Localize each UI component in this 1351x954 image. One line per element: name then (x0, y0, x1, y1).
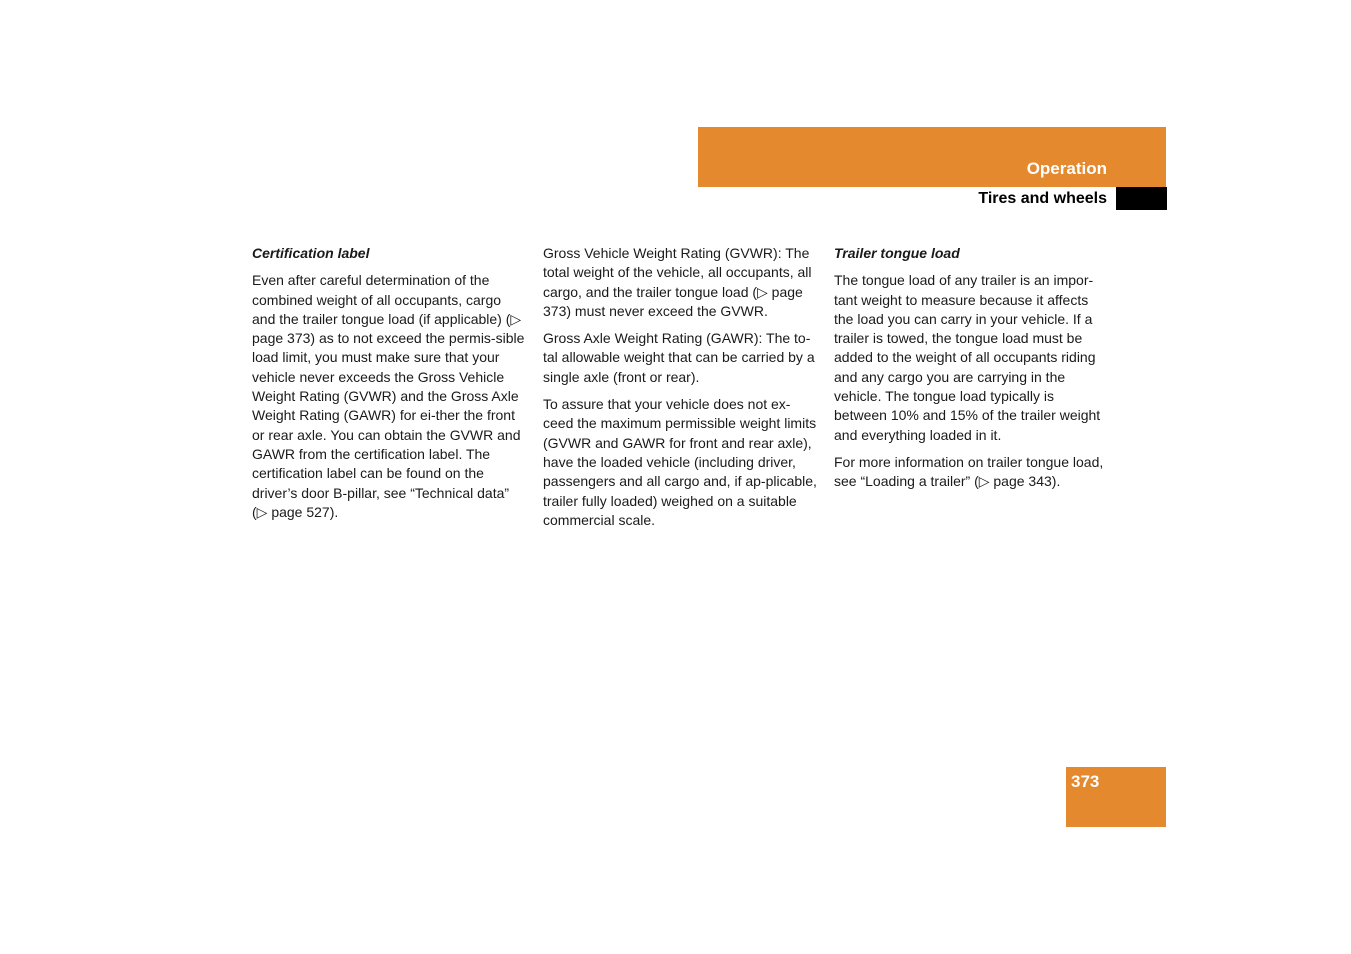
section-tab-marker (1116, 187, 1167, 210)
certification-label-heading: Certification label (252, 245, 370, 261)
text-column-3 (834, 244, 1110, 500)
page-number-box (1066, 767, 1166, 827)
text-column-1 (252, 244, 528, 530)
subsection-title: Tires and wheels (978, 190, 1107, 207)
paragraph: Gross Vehicle Weight Rating (GVWR): The total weight of the vehicle, all occupants, all cargo, and the trailer tongue load (▷ page 373) must never exceed the GVWR. (543, 245, 812, 319)
page-number: 373 (1071, 772, 1100, 791)
paragraph: For more information on trailer tongue load, see “Loading a trailer” (▷ page 343). (834, 453, 1104, 490)
paragraph: The tongue load of any trailer is an impor-tant weight to measure because it affects the load you can carry in your vehicle. If a trailer is towed, the tongue load must be added to the weight of all occupants riding and any cargo you are carrying in the vehicle. The tongue load typically is between 10% and 15% of the trailer weight and everything loaded in it. (834, 272, 1101, 443)
paragraph: Even after careful determination of the combined weight of all occupants, cargo and the trailer tongue load (if applicable) (▷ page 373) as to not exceed the permis-sible load limit, you must make sure that your vehicle never exceeds the Gross Vehicle Weight Rating (GVWR) and the Gross Axle Weight Rating (GAWR) for ei-ther the front or rear axle. You can obtain the GVWR and GAWR from the certification label. The certification label can be found on the driver’s door B-pillar, see “Technical data” (▷ page 527). (252, 272, 525, 520)
trailer-tongue-load-heading: Trailer tongue load (834, 245, 960, 261)
paragraph: Gross Axle Weight Rating (GAWR): The to-tal allowable weight that can be carried by a single axle (front or rear). (543, 330, 815, 385)
paragraph: To assure that your vehicle does not ex-ceed the maximum permissible weight limits (GVWR and GAWR for front and rear axle), have the loaded vehicle (including driver, passengers and all cargo and, if ap-plicable, trailer fully loaded) weighed on a suitable commercial scale. (543, 396, 817, 528)
text-column-2 (543, 244, 819, 538)
section-title: Operation (1026, 159, 1107, 178)
